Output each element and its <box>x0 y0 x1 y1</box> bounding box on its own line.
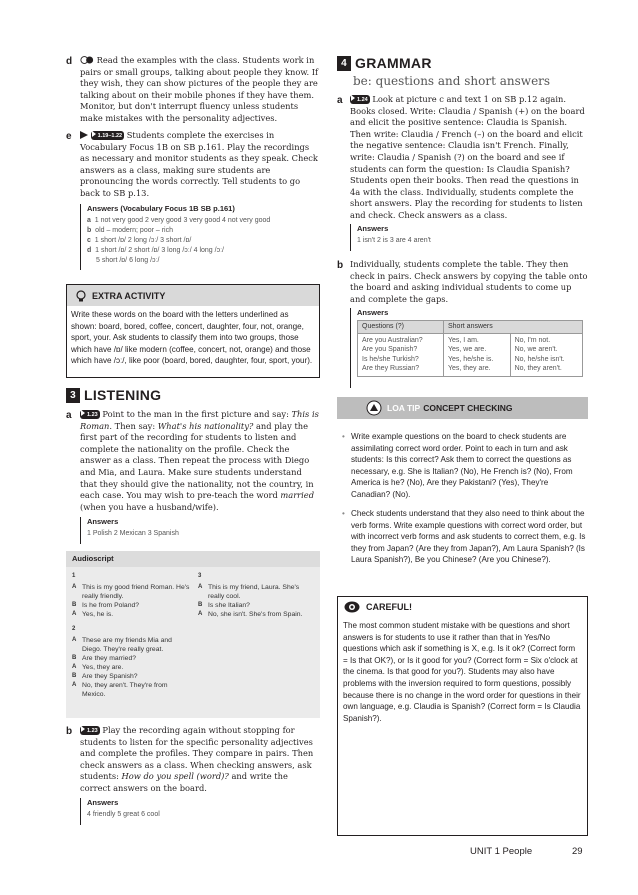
paragraph-d-text: Read the examples with the class. Students work in pairs or small groups, talking about people they know. If they wish, they can show pictures of the people they are talking about on their mobile phones if they have them. Monitor, but don't interrupt fluency unless students make mistakes with the personality adjectives. <box>80 55 319 123</box>
answers-heading: Answers (Vocabulary Focus 1B SB p.161) <box>87 204 235 213</box>
audioscript-heading: Audioscript <box>66 551 320 567</box>
section-title: LISTENING <box>84 387 162 403</box>
section-title: GRAMMAR <box>355 55 432 71</box>
section-number: 4 <box>337 56 351 71</box>
lightbulb-icon <box>75 290 87 302</box>
audioscript-box <box>66 551 320 718</box>
paragraph-e-text: Students complete the exercises in Vocabulary Focus 1B on SB p.161. Play the recordings as necessary and monitor students as they speak. Check answers as a class, making sure students are pronouncing the words correctly. Tell students to go back to SB p.13. <box>80 130 318 198</box>
extra-activity-body: Write these words on the board with the letters underlined as shown: board, bored, coffee, concert, daughter, four, not, orange, sport, your. Ask students to classify them into two groups, those which have /ɒ/ like modern (coffee, concert, not, orange) and those which have /ɔː/, like poor (board, bored, daughter, four, sport, your). <box>71 310 313 366</box>
item-letter-grammar-a: a <box>337 95 343 106</box>
eye-icon <box>344 601 360 613</box>
item-letter-listening-b: b <box>66 726 73 737</box>
audio-track-badge[interactable]: 1.23 <box>80 726 100 735</box>
table-row: Are you Australian? Are you Spanish? Is he/she Turkish? Are they Russian? Yes, I am. Yes, we are. Yes, he/she is. Yes, they are. No, I'm not. No, we aren't. No, he/she isn't. No, they aren't. <box>358 333 583 376</box>
vocabulary-arrow-icon <box>80 131 88 139</box>
careful-title: CAREFUL! <box>366 602 412 612</box>
audio-track-badge[interactable]: 1.23 <box>80 410 100 419</box>
audio-track-badge[interactable]: 1.19–1.22 <box>91 131 124 140</box>
table-header: Short answers <box>444 321 583 334</box>
extra-activity-title: EXTRA ACTIVITY <box>92 290 166 301</box>
play-icon <box>351 95 355 101</box>
paragraph-d <box>80 55 320 125</box>
page-number: 29 <box>572 846 583 857</box>
extra-activity-box <box>66 284 320 378</box>
item-letter-d: d <box>66 56 73 67</box>
loa-tip-icon <box>365 399 383 417</box>
section-number: 3 <box>66 388 80 403</box>
loa-bullet: • Check students understand that they also need to think about the verb forms. Write example questions with correct word order, but with incorrect verb forms and ask students to correct them, e.g. Is they from Japan? (Are they from Japan?), Am Laura Spanish? (Is Laura Spanish?), Be you Chinese? (Are you Chinese?). <box>342 509 586 564</box>
table-header: Questions (?) <box>358 321 444 334</box>
careful-header <box>338 597 587 617</box>
paragraph-listening-b: 1.23 Play the recording again without stopping for students to listen for the specific personality adjectives and complete the profiles. They compare in pairs. Then check answers as a class. When checking answers, ask students: How do you spell (word)? and write the correct answers on the board. <box>80 725 314 793</box>
answer-row: 5 short /ɒ/ 6 long /ɔː/ <box>96 257 160 264</box>
paragraph-grammar-b: Individually, students complete the table. They then check in pairs. Check answers by copying the table onto the board and asking individual students to come up and complete the gaps. <box>350 259 588 304</box>
careful-box <box>337 596 588 836</box>
item-letter-grammar-b: b <box>337 260 344 271</box>
answers-vocab-focus <box>80 204 320 270</box>
loa-bullet: • Write example questions on the board to check students are assimilating correct word order. Point to each in turn and ask students: Is this correct? Ask them to correct the questions as necessary, e.g. She is Italian? (No), He French is? (No), From America is he? (No), Are they Pakistani? (Yes), They're Canadian? (No). <box>342 432 573 499</box>
answer-row: b old – modern; poor – rich <box>87 227 173 234</box>
short-answers-table <box>357 320 583 377</box>
answer-row: d 1 short /ɒ/ 2 short /ɒ/ 3 long /ɔː/ 4 long /ɔː/ <box>87 247 224 254</box>
footer-unit: UNIT 1 People <box>470 846 533 857</box>
loa-tip-title: CONCEPT CHECKING <box>423 403 513 413</box>
item-letter-e: e <box>66 131 72 142</box>
answers-listening-a: Answers 1 Polish 2 Mexican 3 Spanish <box>80 517 320 544</box>
answers-listening-b: Answers 4 friendly 5 great 6 cool <box>80 798 320 825</box>
section-heading-listening <box>66 387 161 403</box>
play-icon <box>81 410 85 416</box>
speaking-pair-icon <box>80 56 94 64</box>
loa-tip-header <box>337 397 588 419</box>
loa-tip-tag: LOA TIP <box>387 403 421 413</box>
answer-row: c 1 short /ɒ/ 2 long /ɔː/ 3 short /ɒ/ <box>87 237 192 244</box>
careful-body: The most common student mistake with be questions and short answers is for students to use it rather than that in Yes/No questions which ask if something is X, e.g. Is it ok? (Correct form = Is that OK?), or Is it good for you? (Correct form = Six o'clock at the cinema. Is that good for you?). Students may also have problems with the inversion required to form questions, possibly because there is no change in the word order for questions in their own language, e.g. Claudia is Spanish? (Correct form = Is Claudia Spanish?). <box>343 621 581 723</box>
answers-grammar-b: Answers Questions (?) Short answers Are you Australian? Are you Spanish? Is he/she Turkish? Are they Russian? Yes, I am. Yes, we are. Yes, he/she is. Yes, they are. No, I'm not. No, we aren't. No, he/she isn't. No, they aren't. <box>350 308 588 388</box>
audio-track-badge[interactable]: 1.24 <box>350 95 370 104</box>
paragraph-listening-a: 1.23 Point to the man in the first picture and say: This is Roman. Then say: What's his nationality? and play the first part of the recording for students to listen and complete the nationality on the profile. Check the answer as a class. Then repeat the process with Diego and Mia, and Laura. Make sure students understand that they should give the nationality, not the country, in each case. You may wish to pre-teach the word married (when you have a husband/wife). <box>80 409 319 512</box>
audioscript-col-1: 1 A This is my good friend Roman. He's really friendly. B Is he from Poland? A Yes, he is. 2 A These are my friends Mia and Diego. They're really great. B Are they married? A Yes, they are. B Are they Spanish? A No, they aren't. They're from Mexico. <box>72 573 190 698</box>
play-icon <box>81 726 85 732</box>
answers-grammar-a: Answers 1 isn't 2 is 3 are 4 aren't <box>350 224 588 251</box>
answer-row: a 1 not very good 2 very good 3 very good 4 not very good <box>87 217 271 224</box>
paragraph-e <box>80 130 320 200</box>
item-letter-listening-a: a <box>66 410 72 421</box>
paragraph-grammar-a: 1.24 Look at picture c and text 1 on SB p.12 again. Books closed. Write: Claudia / Spanish (+) on the board and elicit the positive sentence: Claudia is Spanish. Then write: Claudia / French (–) on the board and elicit the negative sentence: Claudia isn't French. Finally, write: Claudia / Spanish (?) on the board and see if students can form the question: Is Claudia Spanish? Students open their books. Then read the questions in 4a with the class. Individually, students complete the short answers. Play the recording for students to listen and check. Check answers as a class. <box>350 94 585 220</box>
section-heading-grammar <box>337 55 432 71</box>
extra-activity-header <box>67 285 319 306</box>
audioscript-col-2: 3 A This is my friend, Laura. She's really cool. B Is she Italian? A No, she isn't. She's from Spain. <box>198 573 303 618</box>
play-icon <box>92 131 96 137</box>
grammar-subtitle: be: questions and short answers <box>353 74 551 88</box>
